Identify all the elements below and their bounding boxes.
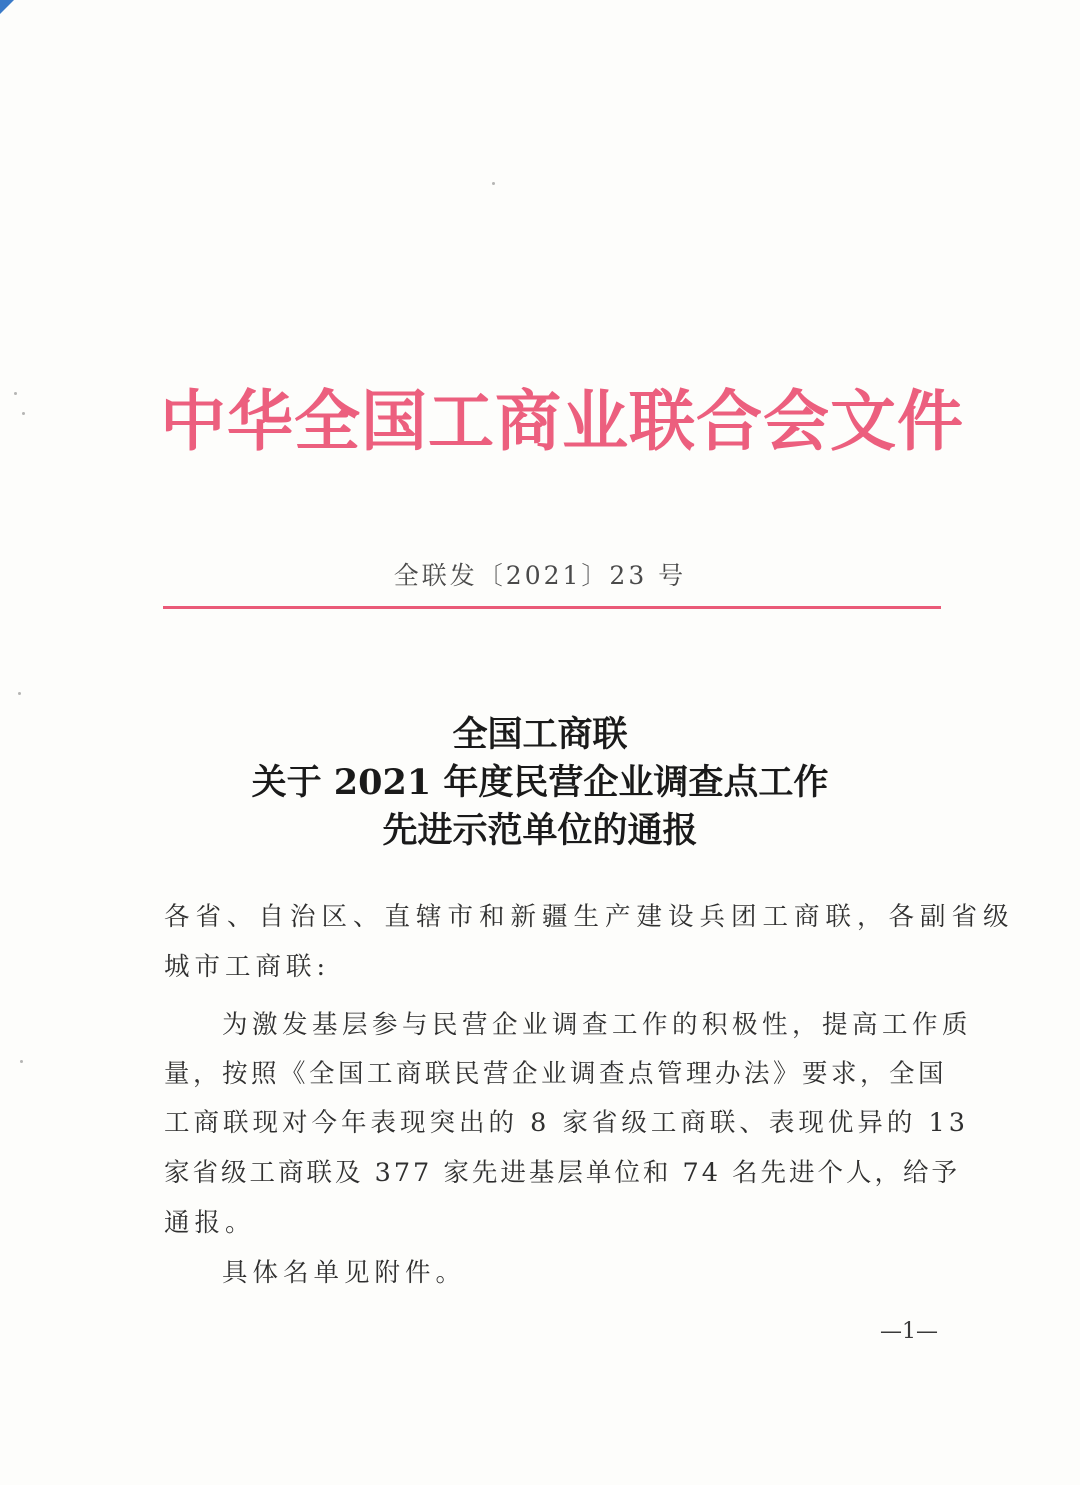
title-line-2: 关于 2021 年度民营企业调查点工作 [251, 762, 829, 803]
header-divider [163, 606, 941, 609]
scan-speck [20, 1060, 23, 1063]
paragraph-1-line-1: 为激发基层参与民营企业调查工作的积极性，提高工作质 [222, 1010, 973, 1040]
scan-corner-mark [0, 0, 14, 14]
title-line-3: 先进示范单位的通报 [382, 810, 698, 851]
salutation-line-1: 各省、自治区、直辖市和新疆生产建设兵团工商联，各副省级 [164, 902, 1015, 932]
salutation-line-2: 城市工商联: [164, 952, 331, 982]
scan-speck [492, 182, 495, 185]
scan-speck [18, 692, 21, 695]
scan-speck [22, 412, 25, 415]
org-header: 中华全国工商业联合会文件 [160, 383, 964, 460]
document-number: 全联发〔2021〕23 号 [393, 561, 687, 590]
title-line-1: 全国工商联 [452, 714, 628, 755]
paragraph-2: 具体名单见附件。 [222, 1258, 467, 1288]
paragraph-1-line-2: 量，按照《全国工商联民营企业调查点管理办法》要求，全国 [164, 1059, 948, 1089]
paragraph-1-line-3: 工商联现对今年表现突出的 8 家省级工商联、表现优异的 13 [164, 1108, 969, 1138]
paragraph-1-line-4: 家省级工商联及 377 家先进基层单位和 74 名先进个人，给予 [164, 1158, 961, 1188]
paragraph-1-line-5: 通报。 [164, 1208, 256, 1238]
scan-speck [14, 392, 17, 395]
page-number: —1— [880, 1319, 938, 1344]
